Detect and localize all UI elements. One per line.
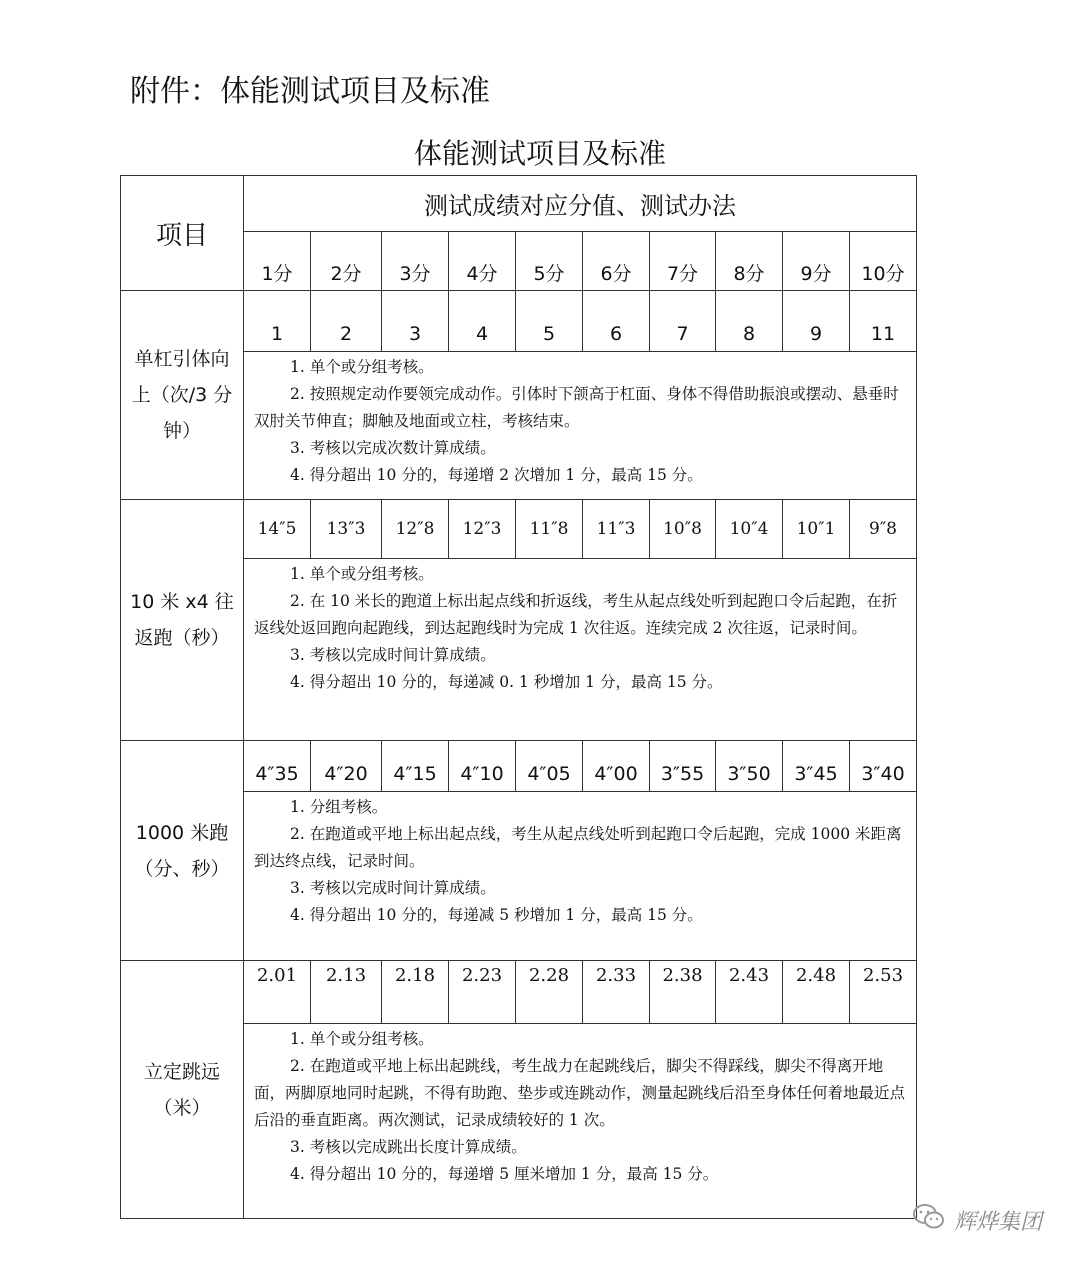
method-step: 4. 得分超出 10 分的，每递增 2 次增加 1 分，最高 15 分。 [290, 466, 703, 484]
score-value: 3 [382, 291, 449, 352]
score-value: 2.38 [650, 961, 716, 1024]
method-step: 1. 分组考核。 [290, 798, 388, 816]
score-value: 2.48 [783, 961, 850, 1024]
project-name-line: 1000 米跑 [135, 821, 229, 844]
project-name [121, 291, 244, 500]
score-value: 3″50 [716, 741, 783, 792]
method-step: 2. 在跑道或平地上标出起点线，考生从起点线处听到起跑口令后起跑，完成 1000 米距离到达终点线，记录时间。 [254, 825, 902, 870]
score-value: 4″10 [449, 741, 516, 792]
project-name-line: 返跑（秒） [134, 627, 230, 649]
score-value: 14″5 [244, 500, 311, 559]
score-value: 9 [783, 291, 850, 352]
score-value: 2 [311, 291, 382, 352]
score-value: 2.28 [516, 961, 583, 1024]
score-value: 10″4 [716, 500, 783, 559]
method-step: 2. 按照规定动作要领完成动作。引体时下颌高于杠面、身体不得借助振浪或摆动、悬垂时双肘关节伸直；脚触及地面或立柱，考核结束。 [254, 385, 899, 430]
score-value: 4 [449, 291, 516, 352]
score-value: 3″40 [850, 741, 917, 792]
scores-header: 测试成绩对应分值、测试办法 [244, 176, 917, 232]
score-value: 11″3 [583, 500, 650, 559]
score-value: 6 [583, 291, 650, 352]
method-step: 4. 得分超出 10 分的，每递增 5 厘米增加 1 分，最高 15 分。 [290, 1165, 719, 1183]
score-value: 4″35 [244, 741, 311, 792]
score-value: 11″8 [516, 500, 583, 559]
method-step: 4. 得分超出 10 分的，每递减 0. 1 秒增加 1 分，最高 15 分。 [290, 673, 723, 691]
project-name-line: 10 米 x4 往 [130, 591, 234, 613]
project-name-line: （分、秒） [134, 857, 230, 880]
score-level: 10分 [850, 232, 917, 291]
score-value: 4″00 [583, 741, 650, 792]
watermark [912, 1203, 1042, 1237]
score-value: 8 [716, 291, 783, 352]
project-name [121, 500, 244, 741]
standards-table [120, 175, 917, 1219]
attachment-title: 附件：体能测试项目及标准 [130, 74, 490, 109]
score-value: 1 [244, 291, 311, 352]
score-value: 4″15 [382, 741, 449, 792]
project-name-line: 单杠引体向 [134, 348, 230, 370]
score-level: 5分 [516, 232, 583, 291]
score-value: 2.13 [311, 961, 382, 1024]
method-step: 3. 考核以完成时间计算成绩。 [290, 879, 496, 897]
project-header: 项目 [121, 176, 244, 291]
method-step: 1. 单个或分组考核。 [290, 1030, 434, 1048]
test-method [244, 1024, 917, 1219]
score-value: 2.43 [716, 961, 783, 1024]
score-value: 11 [850, 291, 917, 352]
score-level: 2分 [311, 232, 382, 291]
method-step: 1. 单个或分组考核。 [290, 565, 434, 583]
table-title: 体能测试项目及标准 [413, 137, 666, 170]
score-level: 4分 [449, 232, 516, 291]
item-values-row [121, 741, 917, 792]
test-method [244, 559, 917, 741]
watermark-text: 辉烨集团 [953, 1209, 1042, 1235]
score-value: 2.23 [449, 961, 516, 1024]
method-step: 3. 考核以完成次数计算成绩。 [290, 439, 496, 457]
method-step: 1. 单个或分组考核。 [290, 358, 434, 376]
score-value: 10″8 [650, 500, 716, 559]
project-name-line: 钟） [162, 420, 201, 442]
score-value: 4″20 [311, 741, 382, 792]
score-level: 6分 [583, 232, 650, 291]
score-value: 5 [516, 291, 583, 352]
project-name-line: （米） [153, 1096, 211, 1119]
method-step: 4. 得分超出 10 分的，每递减 5 秒增加 1 分，最高 15 分。 [290, 906, 703, 924]
score-value: 9″8 [850, 500, 917, 559]
score-value: 10″1 [783, 500, 850, 559]
score-value: 12″3 [449, 500, 516, 559]
score-level: 1分 [244, 232, 311, 291]
project-name [121, 961, 244, 1219]
score-value: 7 [650, 291, 716, 352]
score-value: 3″45 [783, 741, 850, 792]
project-name [121, 741, 244, 961]
method-step: 2. 在 10 米长的跑道上标出起点线和折返线，考生从起点线处听到起跑口令后起跑，在折返线处返回跑向起跑线，到达起跑线时为完成 1 次往返。连续完成 2 次往返，记录时间。 [254, 592, 898, 637]
method-step: 3. 考核以完成时间计算成绩。 [290, 646, 496, 664]
score-value: 12″8 [382, 500, 449, 559]
test-method [244, 352, 917, 500]
item-values-row [121, 291, 917, 352]
score-level: 9分 [783, 232, 850, 291]
project-name-line: 立定跳远 [143, 1060, 220, 1083]
item-values-row [121, 500, 917, 559]
method-step: 3. 考核以完成跳出长度计算成绩。 [290, 1138, 527, 1156]
score-level: 3分 [382, 232, 449, 291]
score-value: 2.33 [583, 961, 650, 1024]
score-value: 2.01 [244, 961, 311, 1024]
header-row [121, 176, 917, 232]
score-value: 2.18 [382, 961, 449, 1024]
score-value: 2.53 [850, 961, 917, 1024]
method-step: 2. 在跑道或平地上标出起跳线，考生战力在起跳线后，脚尖不得踩线，脚尖不得离开地面，两脚原地同时起跳，不得有助跑、垫步或连跳动作，测量起跳线后沿至身体任何着地最近点后沿的垂直距离。两次测试，记录成绩较好的 1 次。 [254, 1057, 906, 1129]
score-value: 3″55 [650, 741, 716, 792]
score-level: 7分 [650, 232, 716, 291]
score-level: 8分 [716, 232, 783, 291]
test-method [244, 792, 917, 961]
wechat-icon [912, 1203, 946, 1237]
project-name-line: 上（次/3 分 [131, 384, 233, 406]
score-value: 4″05 [516, 741, 583, 792]
item-values-row [121, 961, 917, 1024]
score-value: 13″3 [311, 500, 382, 559]
